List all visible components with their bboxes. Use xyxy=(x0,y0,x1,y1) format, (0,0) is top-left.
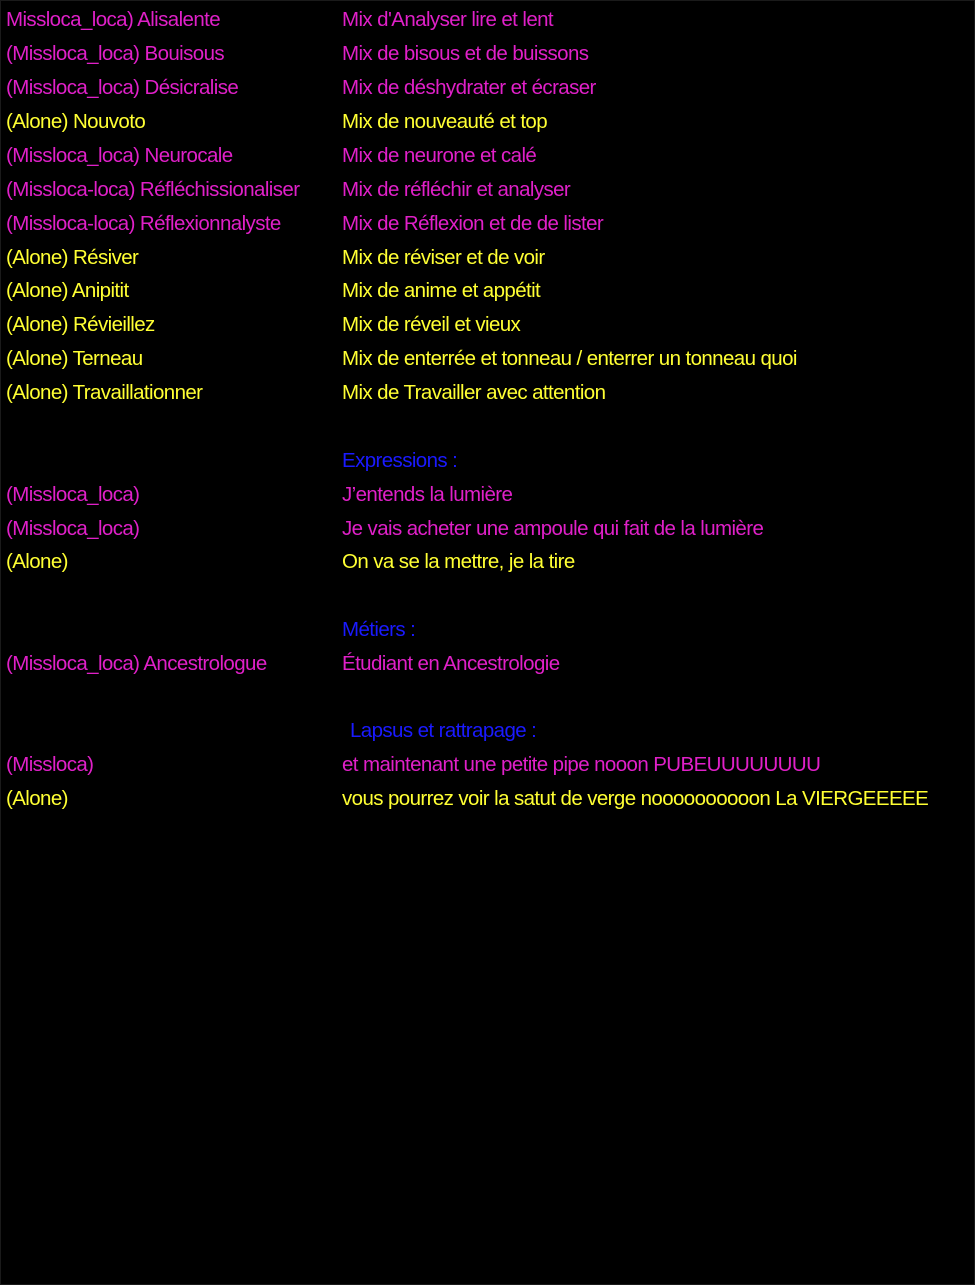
list-item xyxy=(1,241,975,275)
list-item xyxy=(1,782,975,816)
list-item xyxy=(1,512,975,546)
entry-description: On va se la mettre, je la tire xyxy=(342,550,575,573)
entry-name: (Alone) xyxy=(6,787,68,810)
entry-description: Mix de anime et appétit xyxy=(342,279,541,302)
list-item xyxy=(1,105,975,139)
entry-name: (Missloca_loca) Bouisous xyxy=(6,42,225,65)
section-heading-metiers: Métiers : xyxy=(342,618,416,641)
section-heading-row xyxy=(1,714,975,748)
entry-description: Mix de Réflexion et de de lister xyxy=(342,212,604,235)
entry-name: (Missloca-loca) Réfléchissionaliser xyxy=(6,178,300,201)
list-item xyxy=(1,37,975,71)
entry-description: Mix de enterrée et tonneau / enterrer un tonneau quoi xyxy=(342,347,797,370)
entry-name: (Alone) xyxy=(6,550,68,573)
section-heading-row xyxy=(1,444,975,478)
list-item xyxy=(1,3,975,37)
section-heading-expressions: Expressions : xyxy=(342,449,458,472)
entry-name: (Missloca_loca) Désicralise xyxy=(6,76,239,99)
entry-description: Étudiant en Ancestrologie xyxy=(342,652,560,675)
list-item xyxy=(1,342,975,376)
entry-name: (Missloca_loca) Neurocale xyxy=(6,144,233,167)
section-heading-lapsus: Lapsus et rattrapage : xyxy=(350,719,537,742)
entry-description: Mix de réveil et vieux xyxy=(342,313,521,336)
list-item xyxy=(1,173,975,207)
entry-name: (Missloca) xyxy=(6,753,94,776)
entry-name: Missloca_loca) Alisalente xyxy=(6,8,221,31)
list-item xyxy=(1,71,975,105)
list-item xyxy=(1,207,975,241)
entry-name: (Alone) Travaillationner xyxy=(6,381,203,404)
list-item xyxy=(1,748,975,782)
entry-description: Mix de bisous et de buissons xyxy=(342,42,589,65)
entry-name: (Alone) Résiver xyxy=(6,246,139,269)
entry-name: (Alone) Terneau xyxy=(6,347,143,370)
list-item xyxy=(1,545,975,579)
entry-description: vous pourrez voir la satut de verge noooooooooon La VIERGEEEEE xyxy=(342,787,929,810)
list-item xyxy=(1,376,975,410)
list-item xyxy=(1,274,975,308)
entry-description: Je vais acheter une ampoule qui fait de la lumière xyxy=(342,517,764,540)
entry-description: J’entends la lumière xyxy=(342,483,513,506)
entry-name: (Missloca_loca) Ancestrologue xyxy=(6,652,267,675)
list-item xyxy=(1,308,975,342)
list-item xyxy=(1,647,975,681)
entry-name: (Missloca-loca) Réflexionnalyste xyxy=(6,212,281,235)
entry-name: (Alone) Révieillez xyxy=(6,313,155,336)
entry-name: (Alone) Anipitit xyxy=(6,279,129,302)
entry-description: et maintenant une petite pipe nooon PUBEUUUUUUUU xyxy=(342,753,821,776)
entry-name: (Alone) Nouvoto xyxy=(6,110,146,133)
entry-description: Mix de Travailler avec attention xyxy=(342,381,606,404)
entry-description: Mix de déshydrater et écraser xyxy=(342,76,596,99)
entry-description: Mix de nouveauté et top xyxy=(342,110,548,133)
entry-name: (Missloca_loca) xyxy=(6,483,140,506)
entry-description: Mix d'Analyser lire et lent xyxy=(342,8,554,31)
entry-description: Mix de réviser et de voir xyxy=(342,246,545,269)
list-item xyxy=(1,478,975,512)
section-heading-row xyxy=(1,613,975,647)
entry-name: (Missloca_loca) xyxy=(6,517,140,540)
list-item xyxy=(1,139,975,173)
entry-description: Mix de neurone et calé xyxy=(342,144,537,167)
entry-description: Mix de réfléchir et analyser xyxy=(342,178,571,201)
